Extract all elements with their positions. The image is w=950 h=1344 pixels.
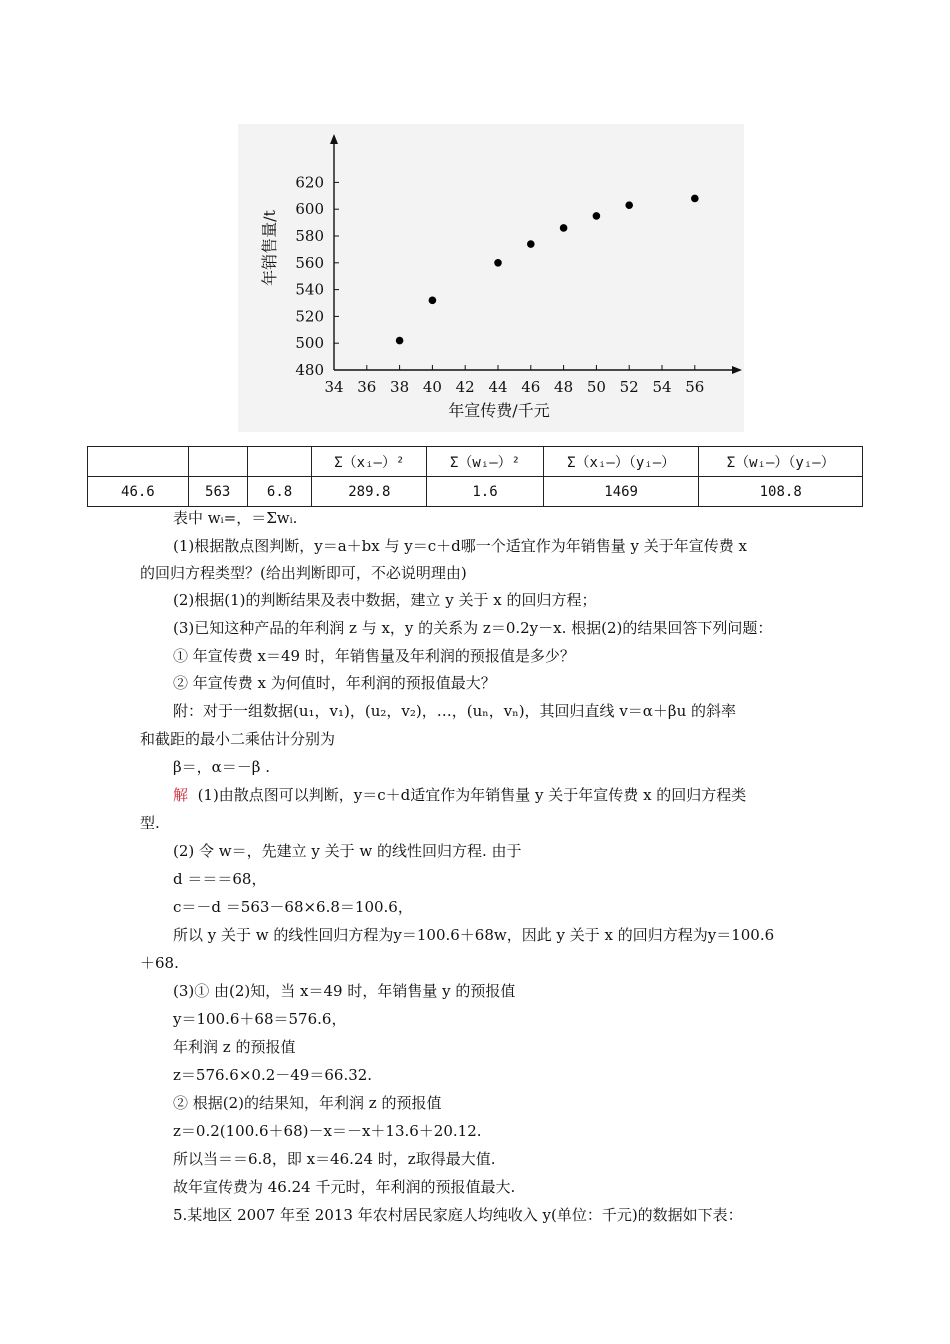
x-tick-label: 34 — [324, 378, 344, 396]
formula-line: β＝，α＝－β . — [173, 758, 271, 776]
y-tick-label: 500 — [295, 334, 324, 353]
y-tick-label: 600 — [295, 200, 324, 219]
table-cell: 108.8 — [699, 477, 863, 507]
data-point — [560, 224, 568, 232]
y-tick-label: 580 — [295, 227, 324, 245]
question-1-cont: 的回归方程类型？(给出判断即可，不必说明理由) — [140, 564, 467, 582]
table-cell: 6.8 — [247, 477, 312, 507]
table-header-cell: Σ（wᵢ—）（yᵢ—） — [699, 447, 863, 477]
x-tick-label: 48 — [554, 378, 574, 396]
table-header-cell: Σ（xᵢ—）² — [312, 447, 427, 477]
data-point — [625, 201, 633, 209]
table-header-row — [88, 447, 863, 477]
question-3: (3)已知这种产品的年利润 z 与 x，y 的关系为 z＝0.2y－x. 根据(2)的结果回答下列问题： — [173, 619, 773, 637]
x-tick-label: 56 — [685, 378, 705, 396]
appendix-line-cont: 和截距的最小二乘估计分别为 — [140, 730, 336, 748]
table-note: 表中 wᵢ=，＝Σwᵢ. — [173, 509, 298, 527]
solution-line: z＝0.2(100.6＋68)－x＝－x＋13.6＋20.12. — [173, 1122, 482, 1140]
x-tick-label: 42 — [455, 378, 475, 396]
data-point — [527, 240, 535, 248]
solution-line: ＋68. — [140, 954, 179, 972]
y-tick-label: 620 — [295, 173, 324, 192]
data-table — [87, 446, 863, 507]
next-question: 5.某地区 2007 年至 2013 年农村居民家庭人均纯收入 y(单位：千元)的数据如下表： — [173, 1206, 743, 1224]
x-tick-label: 54 — [652, 378, 672, 396]
solution-line: 故年宣传费为 46.24 千元时，年利润的预报值最大. — [173, 1178, 516, 1196]
y-tick-label: 480 — [295, 361, 324, 379]
appendix-line: 附：对于一组数据(u₁，v₁)，(u₂，v₂)，…，(uₙ，vₙ)，其回归直线 v＝α＋βu 的斜率 — [173, 702, 737, 720]
y-tick-label: 540 — [295, 280, 324, 299]
solution-line: z＝576.6×0.2－49＝66.32. — [173, 1066, 373, 1084]
x-tick-label: 44 — [488, 378, 508, 396]
data-point — [691, 195, 699, 203]
y-tick-label: 560 — [295, 253, 324, 272]
x-axis-label: 年宣传费/千元 — [448, 401, 550, 420]
question-3-part-2: ② 年宣传费 x 为何值时，年利润的预报值最大？ — [173, 674, 496, 692]
solution-line: d ＝＝＝68， — [173, 870, 267, 888]
y-axis-label: 年销售量/t — [260, 210, 279, 286]
table-header-cell — [247, 447, 312, 477]
data-point — [396, 337, 404, 345]
data-point — [429, 297, 437, 305]
solution-line: 所以当＝＝6.8，即 x＝46.24 时，z取得最大值. — [173, 1150, 496, 1168]
question-2: (2)根据(1)的判断结果及表中数据，建立 y 关于 x 的回归方程； — [173, 591, 597, 609]
solution-line: 所以 y 关于 w 的线性回归方程为y＝100.6＋68w，因此 y 关于 x 的回归方程为y＝100.6 — [173, 926, 775, 944]
x-tick-label: 40 — [422, 378, 442, 396]
table-row — [88, 477, 863, 507]
solution-line: ② 根据(2)的结果知，年利润 z 的预报值 — [173, 1094, 442, 1112]
question-1: (1)根据散点图判断，y＝a＋bx 与 y＝c＋d哪一个适宜作为年销售量 y 关于年宣传费 x — [173, 537, 747, 555]
data-point — [593, 212, 601, 220]
table-header-cell — [188, 447, 247, 477]
table-cell: 1.6 — [427, 477, 544, 507]
solution-label: 解 — [173, 786, 189, 804]
table-cell: 46.6 — [88, 477, 189, 507]
table-cell: 1469 — [543, 477, 699, 507]
x-tick-label: 52 — [619, 378, 639, 396]
table-header-cell: Σ（xᵢ—）（yᵢ—） — [543, 447, 699, 477]
scatter-plot — [238, 124, 744, 432]
table-header-cell: Σ（wᵢ—）² — [427, 447, 544, 477]
x-tick-label: 38 — [390, 378, 410, 396]
solution-first: (1)由散点图可以判断，y＝c＋d适宜作为年销售量 y 关于年宣传费 x 的回归方程类 — [197, 786, 747, 804]
solution-line: (3)① 由(2)知，当 x＝49 时，年销售量 y 的预报值 — [173, 982, 516, 1000]
solution-line: c＝－d ＝563－68×6.8＝100.6， — [173, 898, 413, 916]
y-tick-label: 520 — [295, 307, 324, 326]
table-header-cell — [88, 447, 189, 477]
solution-line: (2) 令 w＝，先建立 y 关于 w 的线性回归方程. 由于 — [173, 842, 522, 860]
x-tick-label: 50 — [586, 378, 606, 396]
x-tick-label: 46 — [521, 378, 541, 396]
solution-line: y＝100.6＋68＝576.6， — [173, 1010, 347, 1028]
x-axis-arrow — [732, 366, 742, 374]
question-3-part-1: ① 年宣传费 x＝49 时，年销售量及年利润的预报值是多少？ — [173, 647, 575, 665]
solution-line: 年利润 z 的预报值 — [173, 1038, 296, 1056]
solution-line-1 — [140, 784, 863, 806]
data-point — [494, 259, 502, 267]
table-cell: 289.8 — [312, 477, 427, 507]
y-axis-arrow — [330, 134, 338, 144]
x-tick-label: 36 — [357, 378, 377, 396]
scatter-figure — [238, 124, 744, 432]
solution-line: 型. — [140, 814, 160, 832]
table-cell: 563 — [188, 477, 247, 507]
